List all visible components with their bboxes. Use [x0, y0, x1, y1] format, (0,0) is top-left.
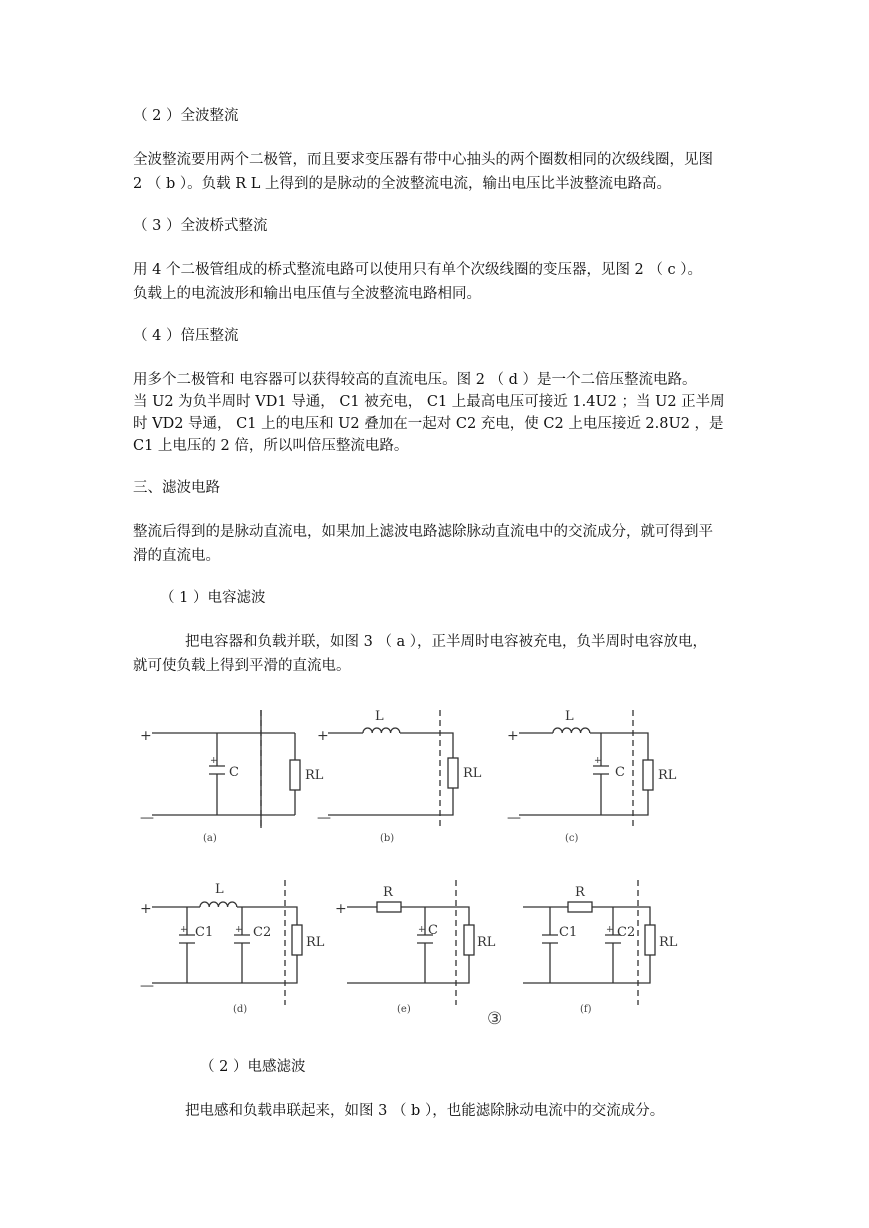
resistor-icon	[292, 925, 302, 955]
capacitor-label: C	[229, 765, 239, 780]
resistor-label: RL	[659, 935, 678, 950]
caption-e: (e)	[397, 1004, 411, 1015]
text-line: 用 4 个二极管组成的桥式整流电路可以使用只有单个次级线圈的变压器，见图 2 （ c ）。	[133, 262, 702, 278]
inductor-label: L	[565, 709, 574, 724]
circuit-c-wires	[519, 733, 648, 815]
polarity-label: +	[594, 756, 602, 766]
circuit-f-wires	[523, 907, 650, 983]
plus-label: +	[507, 728, 519, 744]
text-line: （ 4 ）倍压整流	[133, 328, 239, 344]
polarity-label: +	[606, 925, 614, 935]
capacitor-label: C2	[253, 925, 272, 940]
plus-label: +	[317, 728, 329, 744]
plus-label: +	[335, 901, 347, 917]
capacitor-label: C	[615, 765, 625, 780]
inductor-label: L	[375, 709, 384, 724]
resistor-icon	[645, 925, 655, 955]
text-line: 当 U2 为负半周时 VD1 导通， C1 被充电， C1 上最高电压可接近 1.4U2 ；当 U2 正半周	[133, 394, 725, 410]
capacitor-label: C1	[559, 925, 578, 940]
text-line: （ 1 ）电容滤波	[160, 590, 266, 606]
text-line: （ 3 ）全波桥式整流	[133, 218, 268, 234]
text-line: 把电感和负载串联起来，如图 3 （ b ），也能滤除脉动电流中的交流成分。	[185, 1103, 665, 1119]
circuit-d	[140, 880, 325, 1015]
minus-label: —	[507, 810, 521, 826]
caption-d: (d)	[233, 1004, 248, 1015]
capacitor-label: C1	[195, 925, 214, 940]
resistor-label: RL	[305, 768, 324, 783]
resistor-icon	[448, 758, 458, 788]
circuit-b-wires	[328, 733, 453, 815]
plus-label: +	[140, 728, 152, 744]
minus-label: —	[317, 810, 331, 826]
text-line: 负载上的电流波形和输出电压值与全波整流电路相同。	[133, 286, 481, 302]
circuit-b	[317, 709, 482, 844]
circuit-e-wires	[347, 907, 469, 983]
text-line: （ 2 ）电感滤波	[200, 1059, 306, 1075]
inductor-icon	[363, 728, 400, 733]
text-line: （ 2 ）全波整流	[133, 108, 239, 124]
polarity-label: +	[235, 925, 243, 935]
text-line: 时 VD2 导通， C1 上的电压和 U2 叠加在一起对 C2 充电，使 C2 上电压接近 2.8U2 ，是	[133, 416, 724, 432]
resistor-label: RL	[658, 768, 677, 783]
circuit-a-wires	[152, 710, 295, 828]
polarity-label: +	[180, 925, 188, 935]
resistor-icon	[377, 902, 401, 912]
resistor-icon	[643, 760, 653, 790]
figure-number: ③	[487, 1009, 503, 1029]
text-line: 2 （ b ）。负载 R L 上得到的是脉动的全波整流电流，输出电压比半波整流电路高。	[133, 176, 671, 192]
resistor-icon	[290, 760, 300, 790]
text-line: 全波整流要用两个二极管，而且要求变压器有带中心抽头的两个圈数相同的次级线圈，见图	[133, 152, 713, 168]
text-line: 三、滤波电路	[133, 480, 220, 496]
circuit-f	[523, 880, 678, 1015]
text-line: 滑的直流电。	[133, 548, 220, 564]
inductor-label: L	[215, 882, 224, 897]
caption-f: (f)	[580, 1004, 592, 1015]
minus-label: —	[140, 810, 154, 826]
capacitor-label: C2	[617, 925, 636, 940]
inductor-icon	[553, 728, 590, 733]
filter-circuit-figure	[135, 700, 735, 1030]
inductor-icon	[200, 902, 237, 907]
plus-label: +	[140, 901, 152, 917]
resistor-label: RL	[477, 935, 496, 950]
resistor-icon	[568, 902, 592, 912]
resistor-label: R	[383, 885, 393, 900]
text-line: 把电容器和负载并联，如图 3 （ a ），正半周时电容被充电，负半周时电容放电，	[185, 634, 708, 650]
caption-a: (a)	[203, 833, 217, 844]
circuit-a	[140, 710, 324, 844]
circuit-d-wires	[152, 907, 297, 983]
minus-label: —	[140, 978, 154, 994]
circuit-c	[507, 709, 677, 844]
text-line: 就可使负载上得到平滑的直流电。	[133, 658, 351, 674]
text-line: 用多个二极管和 电容器可以获得较高的直流电压。图 2 （ d ）是一个二倍压整流电路。	[133, 372, 697, 388]
capacitor-label: C	[428, 923, 438, 938]
caption-c: (c)	[565, 833, 579, 844]
polarity-label: +	[210, 756, 218, 766]
caption-b: (b)	[380, 833, 395, 844]
resistor-label: R	[575, 885, 585, 900]
text-line: C1 上电压的 2 倍，所以叫倍压整流电路。	[133, 438, 409, 454]
resistor-label: RL	[306, 935, 325, 950]
resistor-label: RL	[463, 766, 482, 781]
resistor-icon	[464, 925, 474, 955]
circuit-e	[335, 880, 496, 1015]
text-line: 整流后得到的是脉动直流电，如果加上滤波电路滤除脉动直流电中的交流成分，就可得到平	[133, 524, 713, 540]
polarity-label: +	[418, 925, 426, 935]
